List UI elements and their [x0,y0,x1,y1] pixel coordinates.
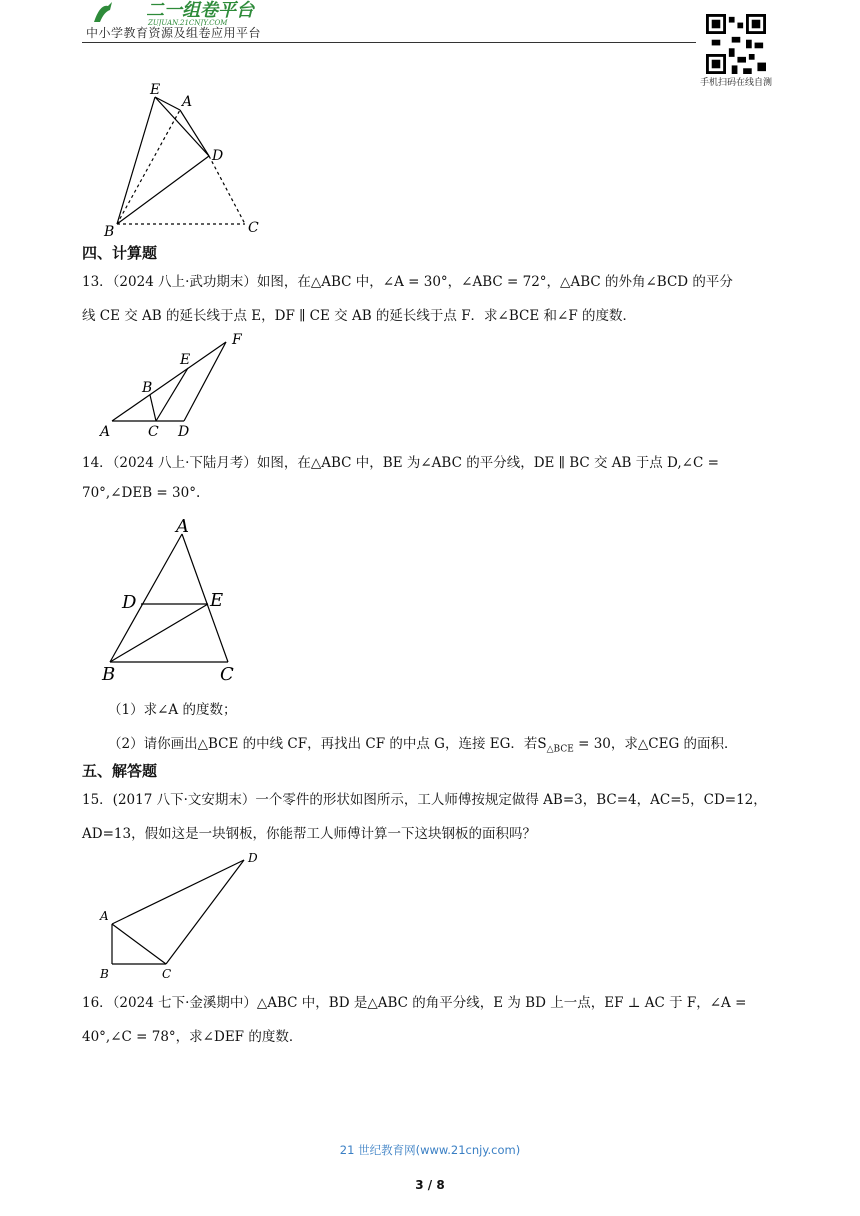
label-A: A [182,94,193,110]
segment-AC [112,924,166,964]
label-C: C [148,424,159,440]
q15-text-line1: 15．(2017 八下·文安期末）一个零件的形状如图所示，工人师傅按规定做得 AB=3，BC=4，AC=5，CD=12， [82,792,767,808]
figure-q14 [96,512,246,687]
q14-part2: （2）请你画出△BCE 的中线 CF，再找出 CF 的中点 G，连接 EG．若$S_{\triangle BCE} = 30$，求△CEG 的面积． [108,736,738,755]
label-C: C [220,664,234,685]
label-D: D [178,424,190,440]
segment-BA-dashed [117,110,180,224]
figure-q12 [100,82,270,238]
section-heading-answer: 五、解答题 [82,762,158,780]
label-D: D [212,148,224,164]
segment-AD [180,110,209,156]
header-subtitle: 中小学教育资源及组卷应用平台 [86,26,262,40]
q16-text-line2: 40°,∠C = 78°，求∠DEF 的度数． [82,1029,303,1045]
q15-text-line2: AD=13，假如这是一块钢板，你能帮工人师傅计算一下这块钢板的面积吗？ [82,826,537,842]
label-C: C [248,220,259,236]
label-E: E [210,590,224,611]
label-B: B [104,224,115,238]
label-D: D [122,592,137,613]
label-E: E [180,352,191,368]
label-B: B [142,380,153,396]
label-A: A [176,516,189,537]
segment-AD [112,860,244,924]
segment-AF [112,342,226,421]
header-divider [82,42,696,43]
segment-AB [110,534,182,662]
q14-part1: （1）求∠A 的度数； [108,702,237,718]
segment-BD [117,156,209,224]
label-C: C [162,967,172,981]
section-heading-calculation: 四、计算题 [82,244,158,262]
label-D: D [248,851,258,865]
label-F: F [232,332,242,348]
label-B: B [100,967,109,981]
segment-BC [150,395,156,421]
q14-text-line2: 70°,∠DEB = 30°. [82,485,201,501]
label-B: B [102,664,116,685]
segment-CD [166,860,244,964]
q13-text-line1: 13．（2024 八上·武功期末）如图，在△ABC 中，∠A = 30°，∠ABC = 72°，△ABC 的外角∠BCD 的平分 [82,274,733,290]
site-logo [86,0,286,26]
qr-caption: 手机扫码在线自测 [700,78,773,88]
segment-DF [184,342,226,421]
q13-text-line2: 线 CE 交 AB 的延长线于点 E，DF ∥ CE 交 AB 的延长线于点 F．求∠BCE 和∠F 的度数． [82,308,636,324]
logo-url: ZUJUAN.21CNJY.COM [148,19,228,26]
segment-EB [117,97,155,224]
q16-text-line1: 16．（2024 七下·金溪期中）△ABC 中，BD 是△ABC 的角平分线，E 为 BD 上一点，EF ⊥ AC 于 F，∠A = [82,995,747,1011]
figure-q13 [98,330,258,442]
logo-text: 二一组卷平台 [146,0,254,21]
segment-CE [156,368,188,421]
figure-q15 [96,846,266,986]
q14-text-line1: 14．（2024 八上·下陆月考）如图，在△ABC 中，BE 为∠ABC 的平分线，DE ∥ BC 交 AB 于点 D,∠C = [82,455,719,471]
segment-EA [155,97,180,110]
label-A: A [100,909,109,923]
label-E: E [150,82,161,98]
page-number: 3 / 8 [415,1178,445,1192]
segment-DC-dashed [209,156,245,224]
runner-icon [94,2,112,22]
label-A: A [100,424,111,440]
footer-site-link[interactable]: 21 世纪教育网(www.21cnjy.com) [339,1143,521,1157]
qr-code-icon[interactable] [706,14,766,74]
